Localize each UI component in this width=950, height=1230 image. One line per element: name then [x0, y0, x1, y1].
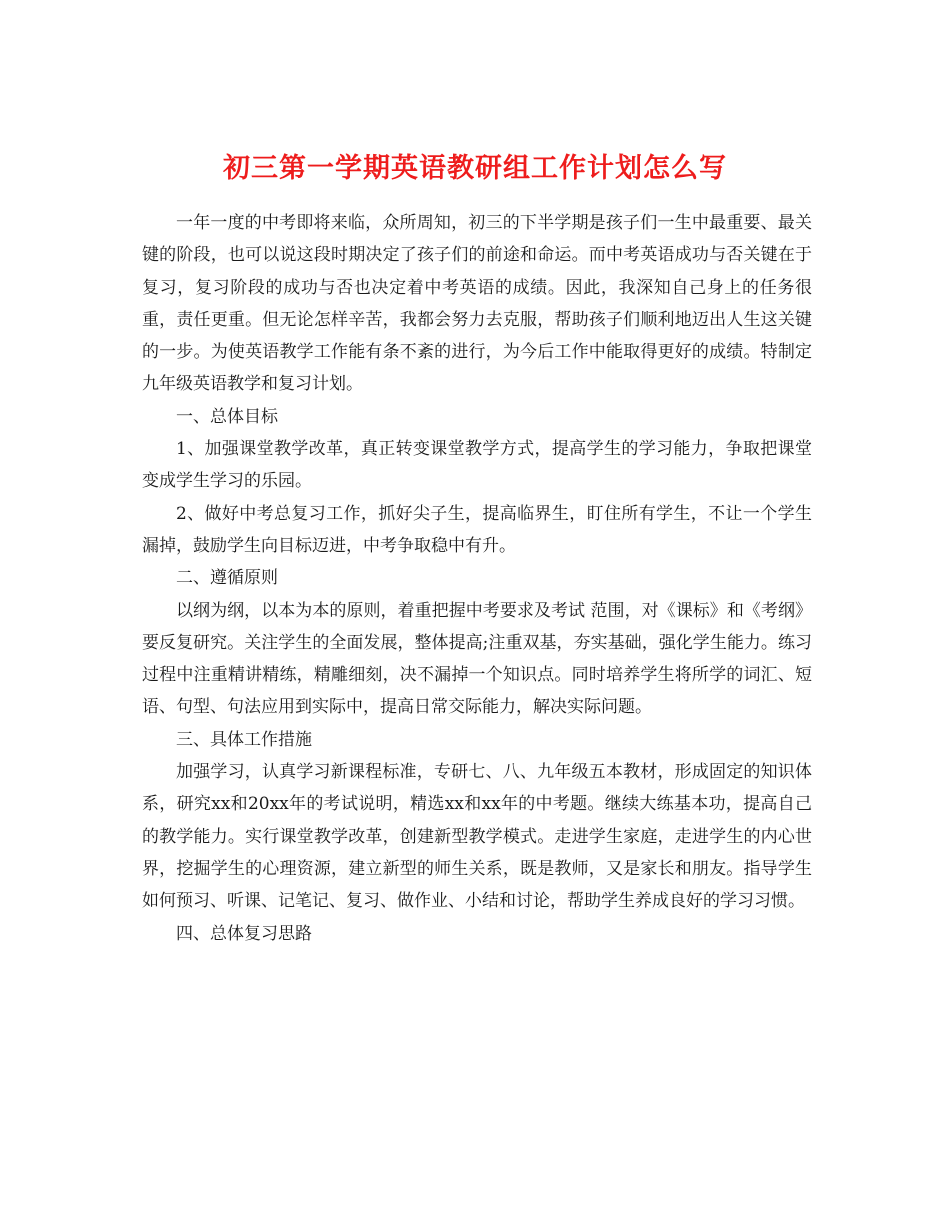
goal-item-2: 2、做好中考总复习工作，抓好尖子生，提高临界生，盯住所有学生，不让一个学生漏掉，鼓励学生向目标迈进，中考争取稳中有升。 [142, 503, 812, 556]
principles-paragraph: 以纲为纲，以本为本的原则，着重把握中考要求及考试 范围，对《课标》和《考纲》要反复研究。关注学生的全面发展，整体提高;注重双基，夯实基础，强化学生能力。练习过程中注重精讲精练，精雕细刻，决不漏掉一个知识点。同时培养学生将所学的词汇、短语、句型、句法应用到实际中，提高日常交际能力，解决实际问题。 [142, 600, 812, 718]
section-heading-review-approach: 四、总体复习思路 [176, 923, 312, 944]
section-heading-measures: 三、具体工作措施 [176, 729, 312, 750]
document-body [142, 207, 812, 950]
intro-paragraph: 一年一度的中考即将来临，众所周知，初三的下半学期是孩子们一生中最重要、最关键的阶段，也可以说这段时期决定了孩子们的前途和命运。而中考英语成功与否关键在于复习，复习阶段的成功与否也决定着中考英语的成绩。因此，我深知自己身上的任务很重，责任更重。但无论怎样辛苦，我都会努力去克服，帮助孩子们顺利地迈出人生这关键的一步。为使英语教学工作能有条不紊的进行，为今后工作中能取得更好的成绩。特制定九年级英语教学和复习计划。 [142, 213, 812, 395]
measures-paragraph: 加强学习，认真学习新课程标准，专研七、八、九年级五本教材，形成固定的知识体系，研究xx和20xx年的考试说明，精选xx和xx年的中考题。继续大练基本功，提高自己的教学能力。实行课堂教学改革，创建新型教学模式。走进学生家庭，走进学生的内心世界，挖掘学生的心理资源，建立新型的师生关系，既是教师，又是家长和朋友。指导学生如何预习、听课、记笔记、复习、做作业、小结和讨论，帮助学生养成良好的学习习惯。 [142, 762, 812, 912]
document-title: 初三第一学期英语教研组工作计划怎么写 [223, 153, 727, 185]
goal-item-1: 1、加强课堂教学改革，真正转变课堂教学方式，提高学生的学习能力，争取把课堂变成学生学习的乐园。 [142, 439, 812, 492]
section-heading-principles: 二、遵循原则 [176, 568, 278, 589]
section-heading-overall-goals: 一、总体目标 [176, 406, 278, 427]
